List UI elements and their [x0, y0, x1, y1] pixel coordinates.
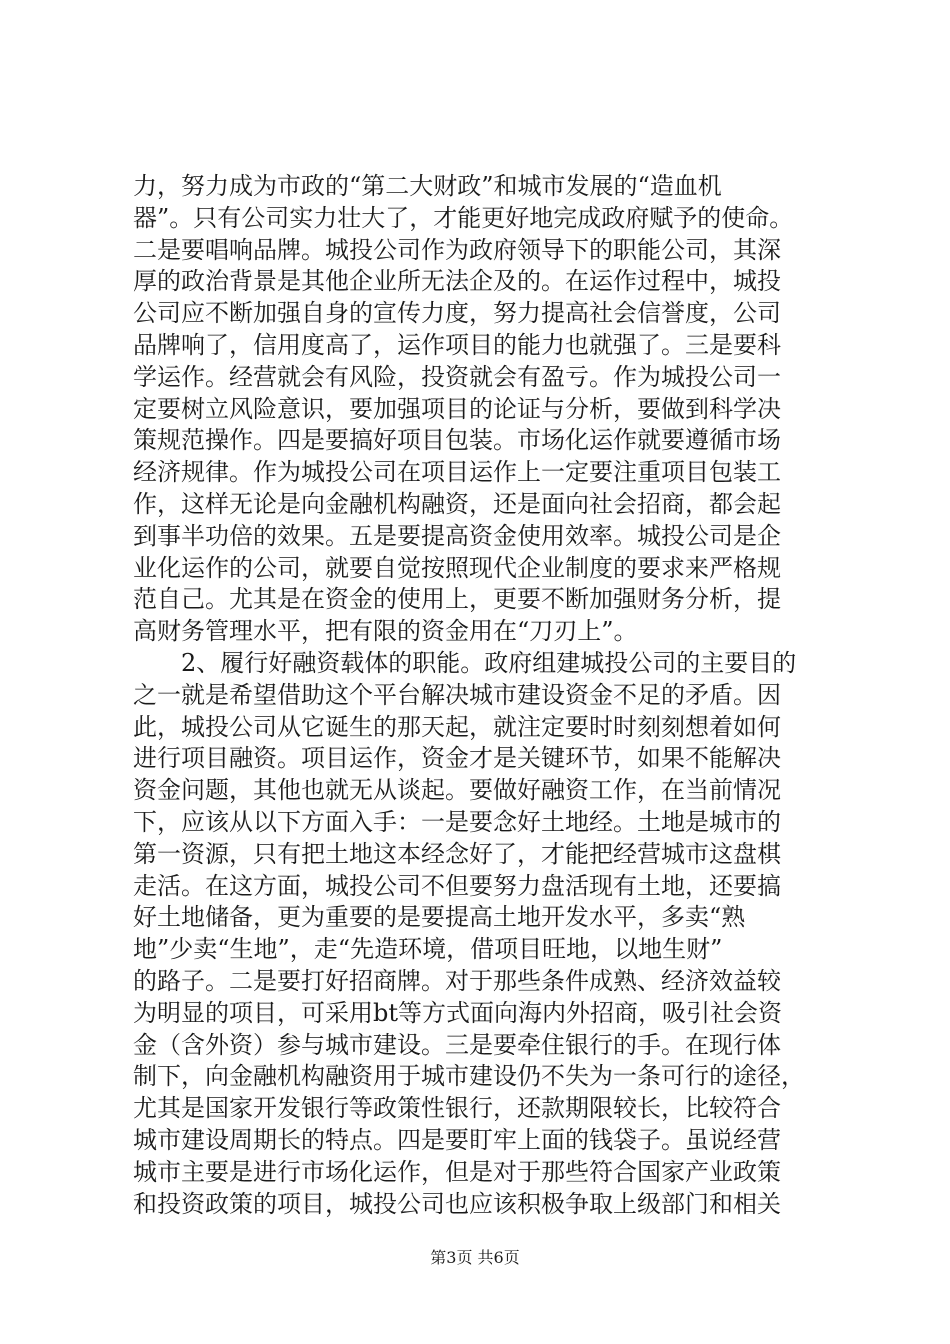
text-line: 下，应该从以下方面入手：一是要念好土地经。土地是城市的 — [133, 807, 781, 836]
text-line: 第一资源，只有把土地这本经念好了，才能把经营城市这盘棋 — [133, 839, 781, 868]
body-text — [133, 171, 815, 1220]
text-line: 器”。只有公司实力壮大了，才能更好地完成政府赋予的使命。 — [133, 203, 794, 232]
text-line: 品牌响了，信用度高了，运作项目的能力也就强了。三是要科 — [133, 330, 781, 359]
text-line: 城市建设周期长的特点。四是要盯牢上面的钱袋子。虽说经营 — [133, 1125, 781, 1154]
text-line: 高财务管理水平，把有限的资金用在“刀刃上”。 — [133, 617, 638, 646]
text-line: 公司应不断加强自身的宣传力度，努力提高社会信誉度，公司 — [133, 299, 781, 328]
text-line: 进行项目融资。项目运作，资金才是关键环节，如果不能解决 — [133, 744, 781, 773]
text-line: 学运作。经营就会有风险，投资就会有盈亏。作为城投公司一 — [133, 362, 781, 391]
text-line: 城市主要是进行市场化运作，但是对于那些符合国家产业政策 — [133, 1157, 781, 1186]
text-line: 定要树立风险意识，要加强项目的论证与分析，要做到科学决 — [133, 394, 781, 423]
text-line: 作，这样无论是向金融机构融资，还是面向社会招商，都会起 — [133, 489, 781, 518]
text-line: 范自己。尤其是在资金的使用上，更要不断加强财务分析，提 — [133, 585, 781, 614]
text-line: 经济规律。作为城投公司在项目运作上一定要注重项目包装工 — [133, 458, 781, 487]
text-line: 和投资政策的项目，城投公司也应该积极争取上级部门和相关 — [133, 1189, 781, 1218]
text-line: 尤其是国家开发银行等政策性银行，还款期限较长，比较符合 — [133, 1094, 781, 1123]
text-line: 厚的政治背景是其他企业所无法企及的。在运作过程中，城投 — [133, 267, 781, 296]
text-line: 力，努力成为市政的“第二大财政”和城市发展的“造血机 — [133, 172, 722, 200]
text-line: 好土地储备，更为重要的是要提高土地开发水平，多卖“熟 — [133, 903, 746, 932]
text-line: 金（含外资）参与城市建设。三是要牵住银行的手。在现行体 — [133, 1030, 781, 1059]
text-line: 为明显的项目，可采用bt等方式面向海内外招商，吸引社会资 — [133, 998, 783, 1027]
page-footer: 第3页 共6页 — [430, 1248, 520, 1267]
text-line: 2、履行好融资载体的职能。政府组建城投公司的主要目的 — [133, 648, 797, 677]
text-line: 走活。在这方面，城投公司不但要努力盘活现有土地，还要搞 — [133, 871, 781, 900]
text-line: 二是要唱响品牌。城投公司作为政府领导下的职能公司，其深 — [133, 235, 781, 264]
text-line: 业化运作的公司，就要自觉按照现代企业制度的要求来严格规 — [133, 553, 781, 582]
text-line: 地”少卖“生地”，走“先造环境，借项目旺地，以地生财” — [133, 935, 723, 964]
text-line: 资金问题，其他也就无从谈起。要做好融资工作，在当前情况 — [133, 776, 781, 805]
text-line: 策规范操作。四是要搞好项目包装。市场化运作就要遵循市场 — [133, 426, 781, 455]
text-line: 制下，向金融机构融资用于城市建设仍不失为一条可行的途径， — [133, 1062, 805, 1091]
text-line: 之一就是希望借助这个平台解决城市建设资金不足的矛盾。因 — [133, 680, 781, 709]
text-line: 此，城投公司从它诞生的那天起，就注定要时时刻刻想着如何 — [133, 712, 781, 741]
text-line: 的路子。二是要打好招商牌。对于那些条件成熟、经济效益较 — [133, 966, 781, 995]
text-line: 到事半功倍的效果。五是要提高资金使用效率。城投公司是企 — [133, 521, 781, 550]
